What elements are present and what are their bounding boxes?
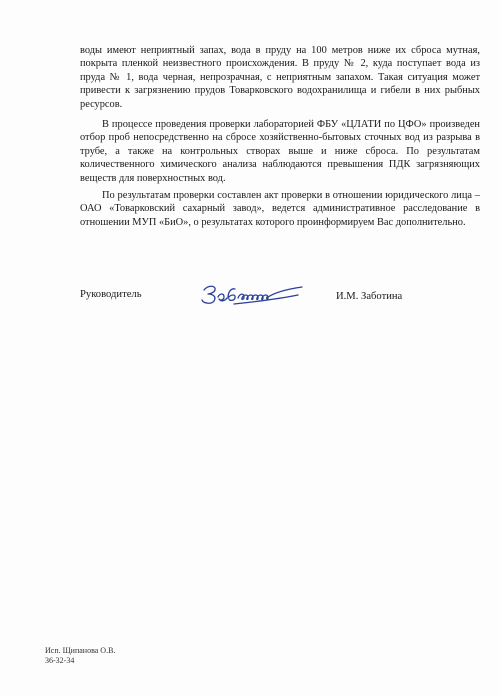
letter-body [80,44,480,229]
signature-block [0,286,500,310]
paragraph-lab-inspection: В процессе проведения проверки лабораторией ФБУ «ЦЛАТИ по ЦФО» произведен отбор проб непосредственно на сбросе хозяйственно-бытовых сточных вод из разрыва в трубе, а также на контрольных створах выше и ниже сброса. По результатам количественного химического анализа наблюдаются превышения ПДК загрязняющих веществ для поверхностных вод. [80,119,480,184]
signatory-name: И.М. Заботина [336,291,403,302]
paragraph-inspection-results: По результатам проверки составлен акт проверки в отношении юридического лица – ОАО «Товарковский сахарный завод», ведется административное расследование в отношении МУП «БиО», о результатах которого проинформируем Вас дополнительно. [80,190,480,228]
paragraph-continuation: воды имеют неприятный запах, вода в пруду на 100 метров ниже их сброса мутная, покрыта пленкой неизвестного происхождения. В пруду № 2, куда поступает вода из пруда № 1, вода черная, непрозрачная, с неприятным запахом. Такая ситуация может привести к загрязнению прудов Товарковского водохранилища и гибели в них рыбных ресурсов. [80,45,480,110]
signatory-title: Руководитель [80,289,142,300]
handwritten-signature [198,280,308,308]
executor-footer [45,646,115,666]
executor-phone: 36-32-34 [45,656,75,665]
executor-name: Исп. Щипанова О.В. [45,646,116,655]
